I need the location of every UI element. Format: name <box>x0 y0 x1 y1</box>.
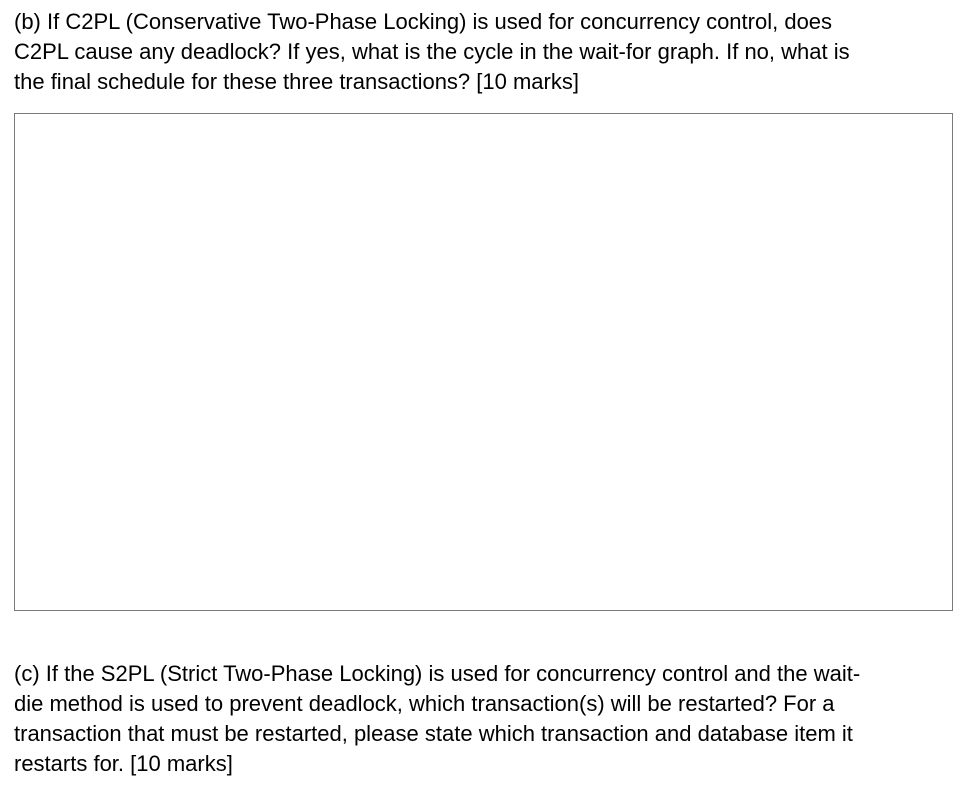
question-b-text <box>14 7 949 97</box>
question-b-line: the final schedule for these three transactions? [10 marks] <box>14 69 579 94</box>
answer-box-b[interactable] <box>14 113 953 611</box>
question-c-line: die method is used to prevent deadlock, which transaction(s) will be restarted? For a <box>14 691 835 716</box>
question-b-line: (b) If C2PL (Conservative Two-Phase Locking) is used for concurrency control, does <box>14 9 833 34</box>
question-b-line: C2PL cause any deadlock? If yes, what is the cycle in the wait-for graph. If no, what is <box>14 39 850 64</box>
question-c-text <box>14 659 949 779</box>
question-c-line: (c) If the S2PL (Strict Two-Phase Locking) is used for concurrency control and the wait- <box>14 661 861 686</box>
question-c-line: transaction that must be restarted, please state which transaction and database item it <box>14 721 853 746</box>
question-c-line: restarts for. [10 marks] <box>14 751 233 776</box>
